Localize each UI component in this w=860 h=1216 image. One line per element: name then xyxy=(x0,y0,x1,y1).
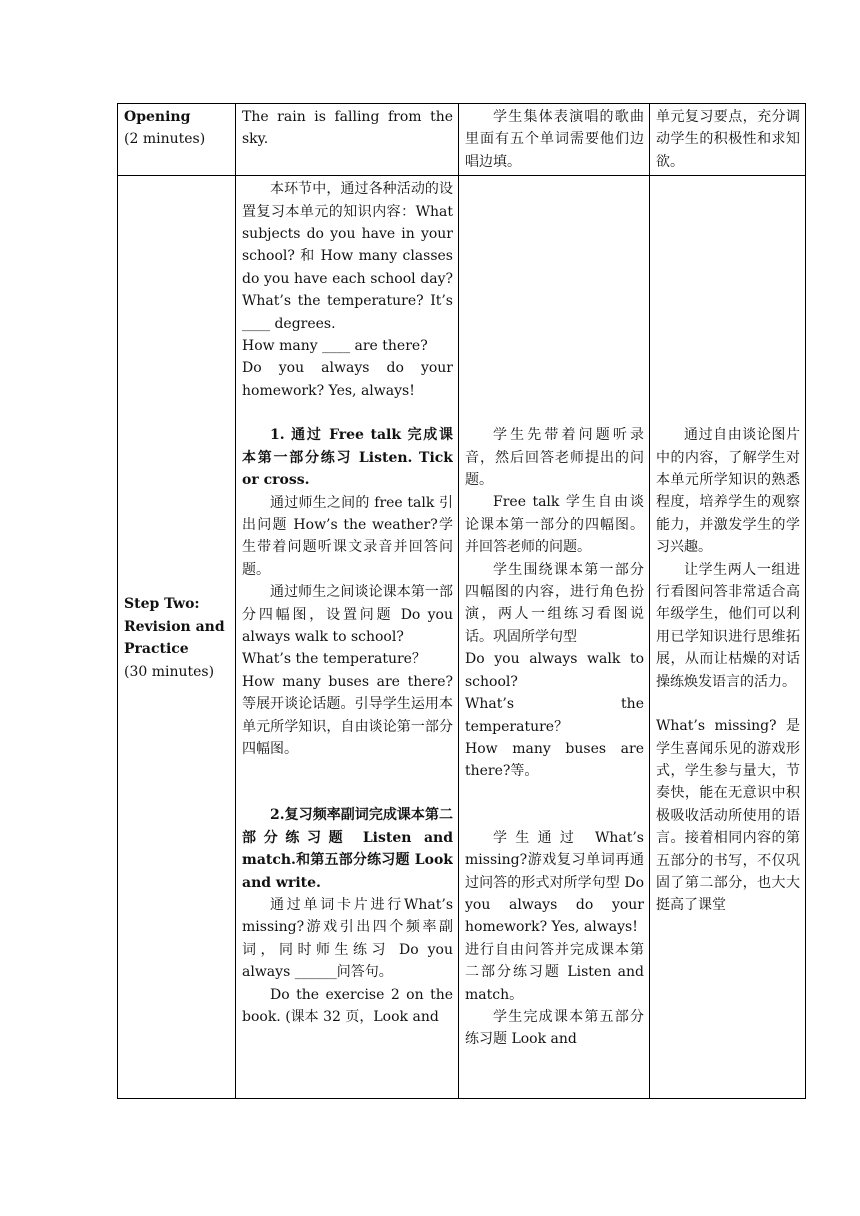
teacher-intro-line2: How many ____ are there? xyxy=(242,338,428,355)
purpose-para2: 让学生两人一组进行看图问答非常适合高年级学生，他们可以利用已学知识进行思维拓展，从而让枯燥的对话操练焕发语言的活力。 xyxy=(656,561,800,690)
teacher-section1-heading: 1. 通过 Free talk 完成课本第一部分练习 Listen. Tick or cross. xyxy=(242,427,453,489)
step-two-row xyxy=(118,176,806,1099)
step-two-teacher-cell xyxy=(236,176,459,1099)
student-para4-line: 进行自由问答并完成课本第二部分练习题 Listen and match。 xyxy=(465,941,644,1003)
step-two-stage-subtitle: Revision and Practice xyxy=(124,618,225,658)
purpose-para3: What’s missing? 是学生喜闻乐见的游戏形式，学生参与量大，节奏快，能在无意识中积极吸收活动所使用的语言。接着相同内容的第五部分的书写，不仅巩固了第二部分，也大大挺高了课堂 xyxy=(656,718,800,914)
teacher-section2-para2: Do the exercise 2 on the book. (课本 32 页，Look and xyxy=(242,986,453,1026)
teacher-intro: 本环节中，通过各种活动的设置复习本单元的知识内容：What subjects do you have in your school? 和 How many classes do you have each school day? What’s the temperature? It’s ____ degrees. xyxy=(242,181,453,332)
teacher-section1-para1: 通过师生之间的 free talk 引出问题 How’s the weather?学生带着问题听课文录音并回答问题。 xyxy=(242,494,453,578)
step-two-stage-title: Step Two: xyxy=(124,596,200,613)
opening-stage-cell xyxy=(118,104,236,176)
student-para3: 学生围绕课本第一部分四幅图的内容，进行角色扮演，两人一组练习看图说话。巩固所学句型 xyxy=(465,561,644,645)
opening-student-text: 学生集体表演唱的歌曲里面有五个单词需要他们边唱边填。 xyxy=(465,109,644,170)
student-para5: 学生完成课本第五部分练习题 Look and xyxy=(465,1008,644,1048)
opening-stage-time: (2 minutes) xyxy=(124,131,206,148)
student-line-c: How many buses are there?等。 xyxy=(465,740,644,780)
student-para1: 学生先带着问题听录音，然后回答老师提出的问题。 xyxy=(465,427,644,489)
opening-teacher-cell xyxy=(236,104,459,176)
student-para2: Free talk 学生自由谈论课本第一部分的四幅图。并回答老师的问题。 xyxy=(465,494,644,556)
teacher-section2-heading: 2.复习频率副词完成课本第二部分练习题 Listen and match.和第五部分练习题 Look and write. xyxy=(242,807,453,891)
student-line-b: What’s the temperature？ xyxy=(465,696,644,735)
opening-student-cell xyxy=(459,104,650,176)
purpose-para1: 通过自由谈论图片中的内容，了解学生对本单元所学知识的熟悉程度，培养学生的观察能力，并激发学生的学习兴趣。 xyxy=(656,427,800,556)
teacher-section1-para2: 通过师生之间谈论课本第一部分四幅图，设置问题 Do you always walk to school? xyxy=(242,584,453,645)
lesson-plan-table xyxy=(117,103,806,1099)
teacher-intro-line3: Do you always do your homework? Yes, always! xyxy=(242,360,453,399)
teacher-section1-line-a: What’s the temperature？ xyxy=(242,651,426,668)
step-two-stage-time: (30 minutes) xyxy=(124,663,215,680)
step-two-purpose-cell xyxy=(650,176,806,1099)
student-para4: 学生通过 What’s missing?游戏复习单词再通过问答的形式对所学句型 Do you always do your homework? Yes, always! xyxy=(465,829,644,936)
teacher-section2-para1: 通过单词卡片进行What’s missing?游戏引出四个频率副词，同时师生练习 Do you always ______问答句。 xyxy=(242,897,453,981)
teacher-section1-line-b: How many buses are there?等展开谈论话题。引导学生运用本单元所学知识，自由谈论第一部分四幅图。 xyxy=(242,673,453,757)
step-two-student-cell xyxy=(459,176,650,1099)
opening-purpose-cell xyxy=(650,104,806,176)
opening-purpose-text: 单元复习要点，充分调动学生的积极性和求知欲。 xyxy=(656,109,800,170)
opening-stage-title: Opening xyxy=(124,109,191,125)
step-two-stage-cell xyxy=(118,176,236,1099)
opening-row xyxy=(118,104,806,176)
opening-teacher-text: The rain is falling from the sky. xyxy=(242,109,453,148)
student-line-a: Do you always walk to school? xyxy=(465,651,644,690)
